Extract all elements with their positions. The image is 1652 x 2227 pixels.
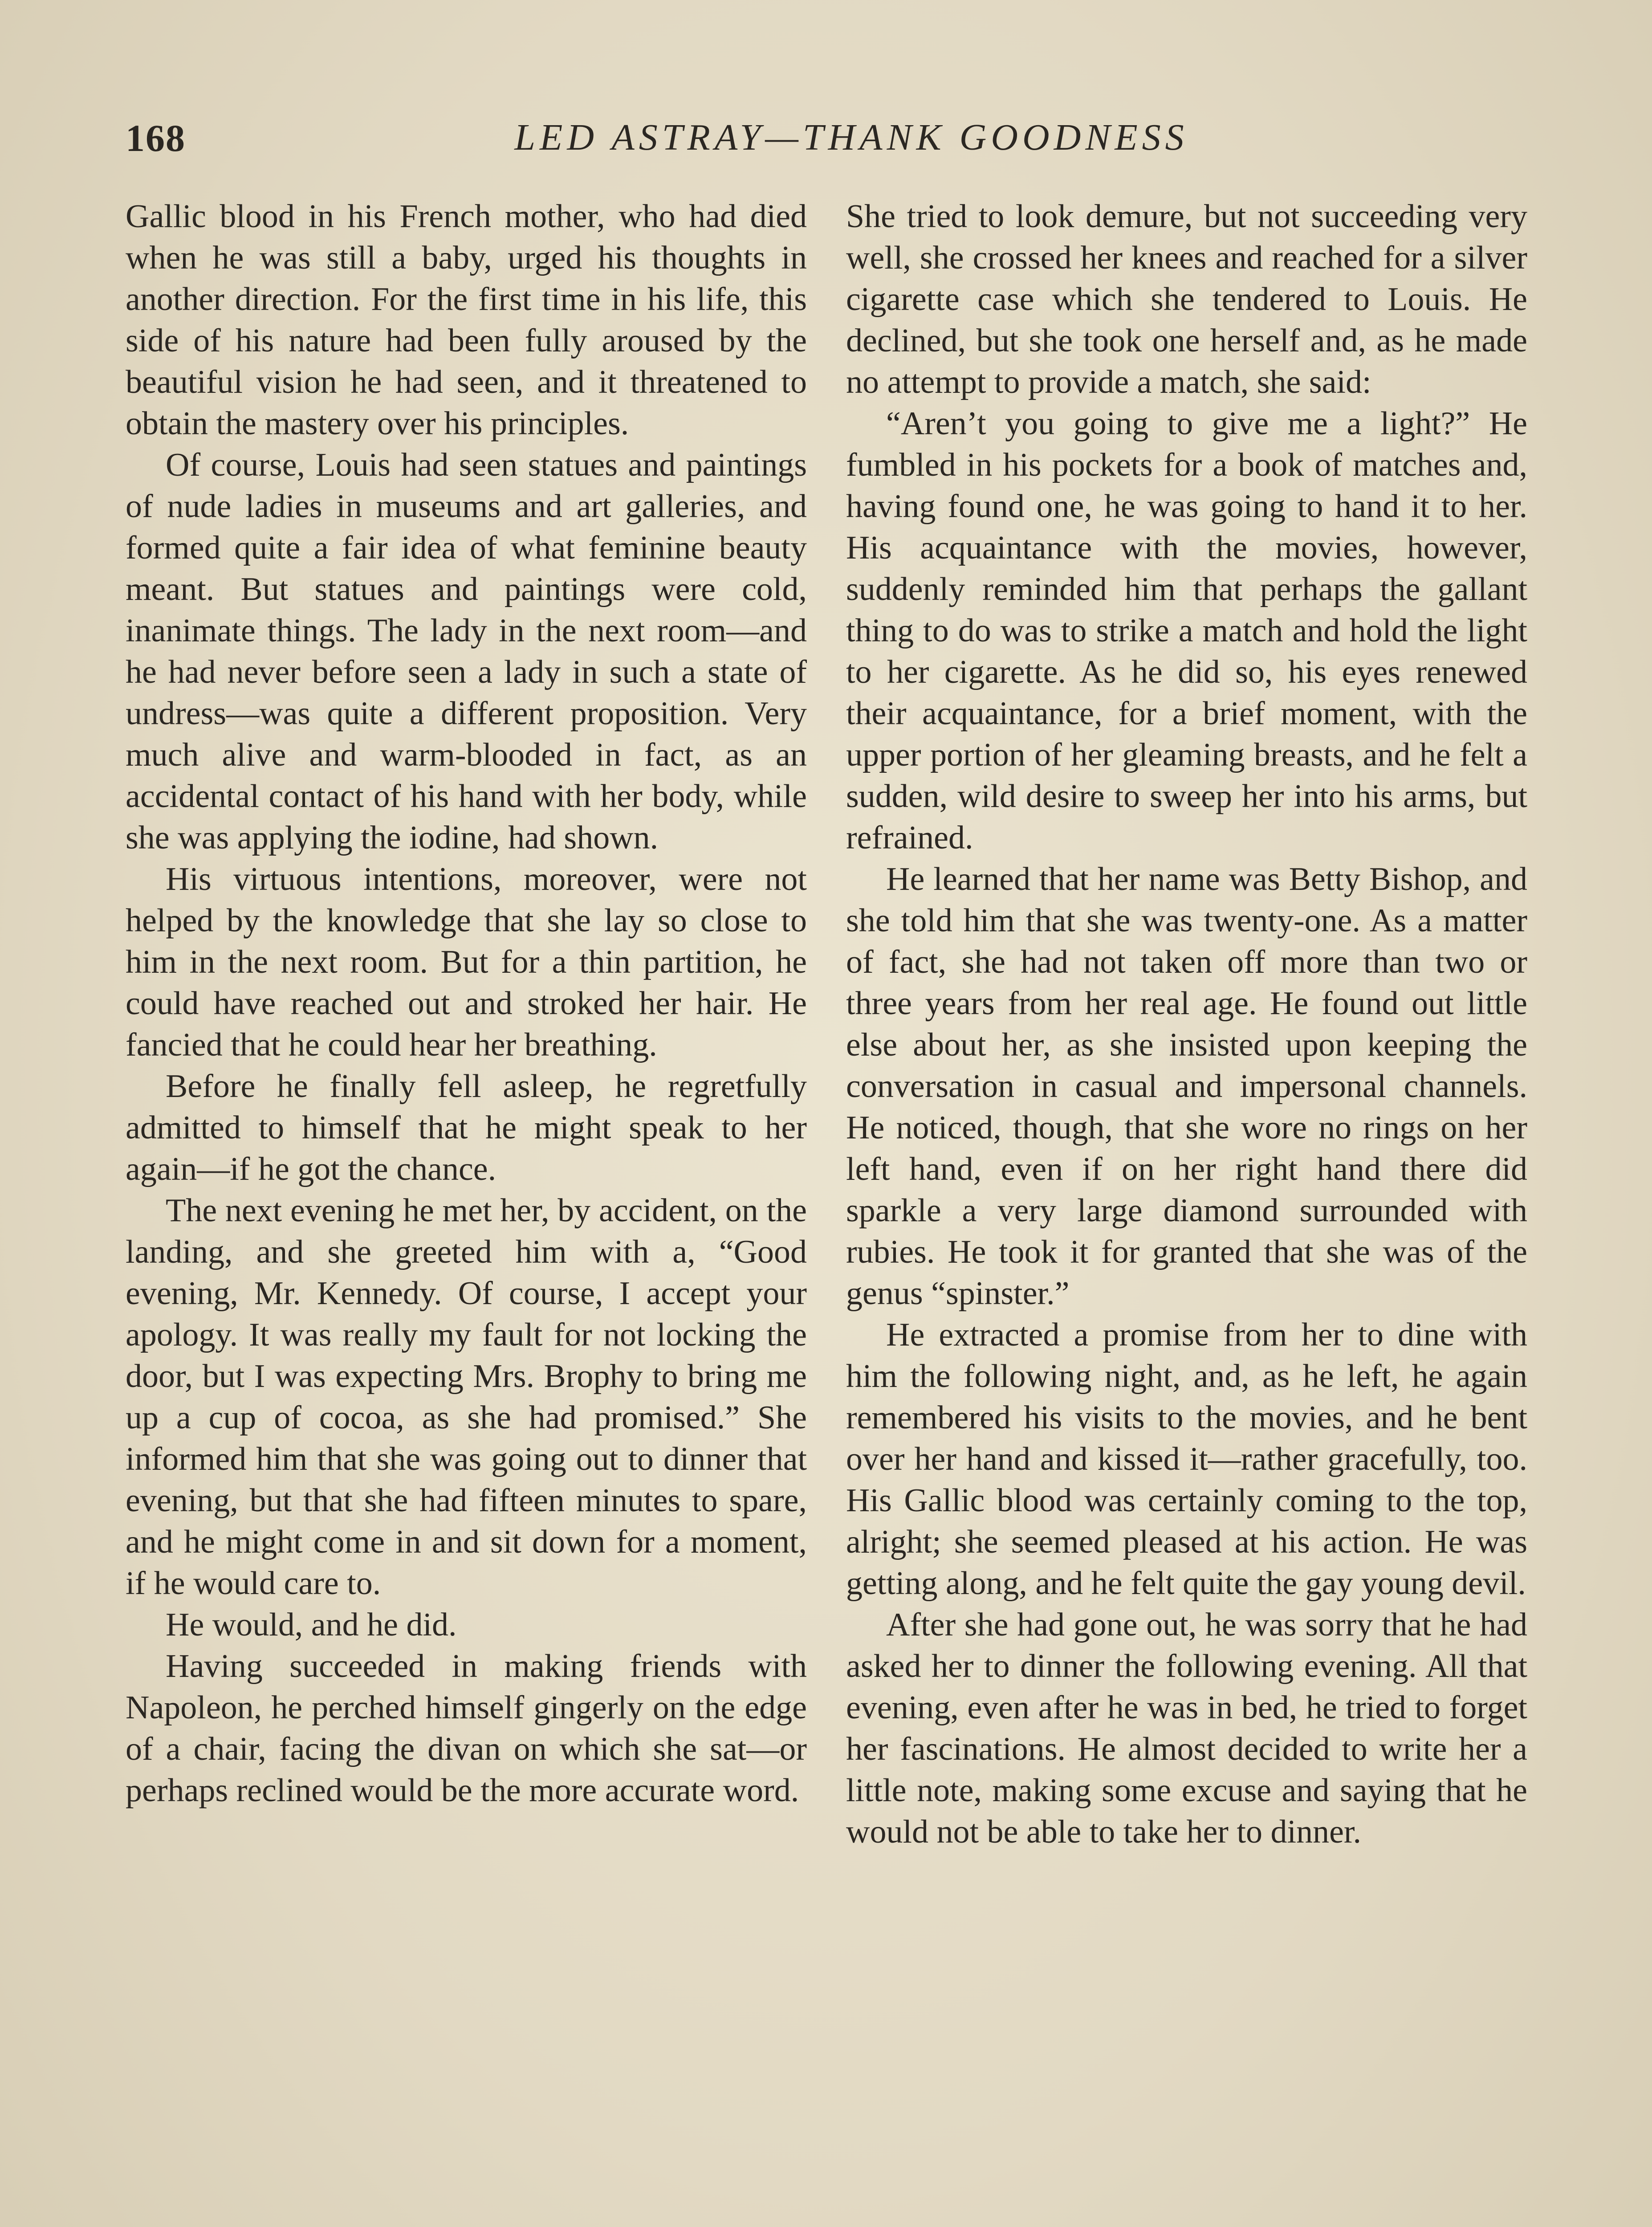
page-header [126, 107, 1524, 169]
left-column [126, 196, 807, 1811]
paragraph: His virtuous intentions, moreover, were not helped by the knowledge that she lay so close to him in the next room. But for a thin partition, he could have reached out and stroked her hair. He fancied that he could hear her breathing. [126, 861, 807, 1063]
page-number: 168 [126, 117, 186, 159]
paragraph: Having succeeded in making friends with Napoleon, he perched himself gingerly on the edge of a chair, facing the divan on which she sat—or perhaps reclined would be the more accurate word. [126, 1648, 807, 1809]
paragraph: “Aren’t you going to give me a light?” He fumbled in his pockets for a book of matches and, having found one, he was going to hand it to her. His acquaintance with the movies, however, suddenly reminded him that perhaps the gallant thing to do was to strike a match and hold the light to her cigarette. As he did so, his eyes renewed their acquaintance, for a brief moment, with the upper portion of her gleaming breasts, and he felt a sudden, wild desire to sweep her into his arms, but refrained. [846, 405, 1527, 856]
paragraph: Of course, Louis had seen statues and paintings of nude ladies in museums and art galleries, and formed quite a fair idea of what feminine beauty meant. But statues and paintings were cold, inanimate things. The lady in the next room—and he had never before seen a lady in such a state of undress—was quite a different proposition. Very much alive and warm-blooded in fact, as an accidental contact of his hand with her body, while she was applying the iodine, had shown. [126, 447, 807, 856]
paragraph: Before he finally fell asleep, he regretfully admitted to himself that he might speak to her again—if he got the chance. [126, 1068, 807, 1187]
paragraph: After she had gone out, he was sorry that he had asked her to dinner the following evening. All that evening, even after he was in bed, he tried to forget her fascinations. He almost decided to write her a little note, making some excuse and saying that he would not be able to take her to dinner. [846, 1607, 1527, 1850]
paragraph: She tried to look demure, but not succeeding very well, she crossed her knees and reached for a silver cigarette case which she tendered to Louis. He declined, but she took one herself and, as he made no attempt to provide a match, she said: [846, 198, 1527, 400]
paragraph: The next evening he met her, by accident, on the landing, and she greeted him with a, “Good evening, Mr. Kennedy. Of course, I accept your apology. It was really my fault for not locking the door, but I was expecting Mrs. Brophy to bring me up a cup of cocoa, as she had promised.” She informed him that she was going out to dinner that evening, but that she had fifteen minutes to spare, and he might come in and sit down for a moment, if he would care to. [126, 1192, 807, 1602]
right-column [846, 196, 1527, 1853]
paragraph: Gallic blood in his French mother, who had died when he was still a baby, urged his thoughts in another direction. For the first time in his life, this side of his nature had been fully aroused by the beautiful vision he had seen, and it threatened to obtain the mastery over his principles. [126, 198, 807, 442]
running-title: LED ASTRAY—THANK GOODNESS [514, 117, 1188, 158]
paragraph: He learned that her name was Betty Bishop, and she told him that she was twenty-one. As a matter of fact, she had not taken off more than two or three years from her real age. He found out little else about her, as she insisted upon keeping the conversation in casual and impersonal channels. He noticed, though, that she wore no rings on her left hand, even if on her right hand there did sparkle a very large diamond surrounded with rubies. He took it for granted that she was of the genus “spinster.” [846, 861, 1527, 1312]
paragraph: He would, and he did. [166, 1607, 457, 1643]
paragraph: He extracted a promise from her to dine with him the following night, and, as he left, he again remembered his visits to the movies, and he bent over her hand and kissed it—rather gracefully, too. His Gallic blood was certainly coming to the top, alright; she seemed pleased at his action. He was getting along, and he felt quite the gay young devil. [846, 1317, 1527, 1602]
